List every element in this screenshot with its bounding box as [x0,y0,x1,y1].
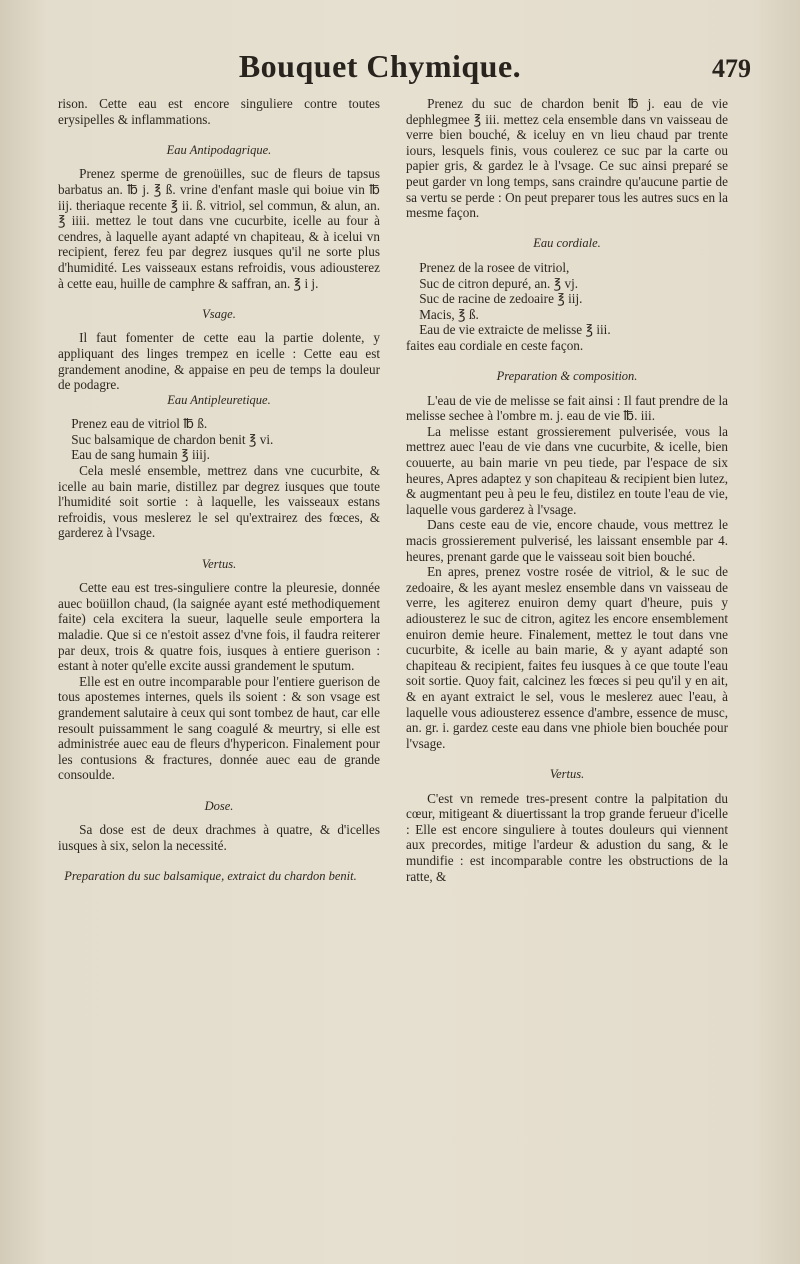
spacer [406,783,728,791]
running-head [0,48,800,94]
recipe-line: Prenez de la rosee de vitriol, [419,259,570,275]
spacer [406,252,728,260]
recipe-line: Suc de racine de zedoaire ℥ iij. [419,291,583,307]
recipe-line: Prenez eau de vitriol ℔ ß. [71,416,208,432]
paragraph: Cette eau est tres-singuliere contre la pleuresie, donnée auec boüillon chaud, (la saignée ayant esté methodiquement faite) cela excitera la sueur, laquelle seule emportera la maladie. Que si ce n'estoit assez d'vne fois, il faudra reiterer par deux, trois & quatre fois, iusques à entiere guerison : estant à noter qu'elle excite aussi grandement le sputum. [58,580,380,674]
recipe-line: Eau de vie extraicte de melisse ℥ iii. [419,322,611,338]
spacer [58,572,380,580]
paragraph: Sa dose est de deux drachmes à quatre, & d'icelles iusques à six, selon la necessité. [58,822,380,853]
paragraph: La melisse estant grossierement pulverisée, vous la mettrez auec l'eau de vie dans vne cucurbite, & icelle, bien couuerte, au bain marie vn peu tiede, par l'espace de six heures, Apres adaptez y son chapiteau & recipient bien lutez, & augmentant peu à peu le feu, distilez en toute l'eau de vie, laquelle vous garderez à l'vsage. [406,423,728,517]
spacer [58,814,380,822]
spacer [58,783,380,799]
section-heading: Preparation & composition. [496,369,638,384]
section-heading: Vertus. [549,766,585,781]
section-heading: Vertus. [201,556,237,571]
recipe-line: Macis, ℥ ß. [419,306,479,322]
section-heading: Preparation du suc balsamique, extraict du chardon benit. [64,868,357,883]
page-number: 479 [712,54,751,83]
right-column [406,96,728,884]
paragraph: Elle est en outre incomparable pour l'entiere guerison de tous apostemes internes, quels ils soient : & son vsage est grandement salutaire à ceux qui sont tombez de haut, car elle resoult puissamment le sang coagulé & meurtry, si elle est administrée auec eau de fleurs d'hypericon. Finalement pour les contusions & fractures, donnée auec eau de grande consoulde. [58,673,380,783]
spacer [406,354,728,370]
section-heading: Eau Antipodagrique. [166,142,272,157]
paragraph: C'est vn remede tres-present contre la palpitation du cœur, mitigeant & diuertissant la trop grande ferueur d'icelle : Elle est encore singuliere à toutes douleurs qui viennent aux precordes, mitige l'ardeur & adustion du sang, & le mundifie : est incomparable contre les obstructions de la ratte, & [406,790,728,884]
spacer [58,853,380,869]
recipe-line: Eau de sang humain ℥ iiij. [71,447,210,463]
recipe-line: Suc de citron depuré, an. ℥ vj. [419,275,579,291]
spacer [406,221,728,237]
left-column [58,96,380,885]
spacer [58,158,380,166]
paragraph: Prenez du suc de chardon benit ℔ j. eau de vie dephlegmee ℥ iii. mettez cela ensemble dans vn vaisseau de verre bien bouché, & iceluy en vn lieu chaud par trente iours, lesquels finis, vous coulerez ce suc par la carte ou papier gris, & gardez le à l'vsage. Ce suc ainsi preparé se peut garder vn long temps, sans craindre qu'aucune partie de sa vertu se perde : On peut preparer tous les autres sucs en la mesme façon. [406,96,728,221]
spacer [58,291,380,307]
section-heading: Eau Antipleuretique. [167,392,271,407]
section-heading: Eau cordiale. [533,236,601,251]
spacer [58,408,380,416]
spacer [58,127,380,143]
spacer [406,751,728,767]
running-title: Bouquet Chymique. [238,48,522,84]
recipe-line: Suc balsamique de chardon benit ℥ vi. [71,431,274,447]
paragraph: Dans ceste eau de vie, encore chaude, vous mettrez le macis grossierement pulverisé, les laissant ensemble par 4. heures, prenant garde que le vaisseau soit bien bouché. [406,517,728,564]
spacer [58,322,380,330]
section-heading: Vsage. [202,306,236,321]
paragraph: Prenez sperme de grenoüilles, suc de fleurs de tapsus barbatus an. ℔ j. ℥ ß. vrine d'enfant masle qui boiue vin ℔ iij. theriaque recente ℥ ii. ß. vitriol, sel commun, & alun, an. ℥ iiii. mettez le tout dans vne cucurbite, icelle au four à cendres, à laquelle ayant adapté vn chapiteau, & à icelui vn recipient, ferez feu par degrez iusques qu'il ne sorte plus d'humidité. Les vaisseaux estans refroidis, vous adiousterez à cette eau, huille de camphre & saffran, an. ℥ i j. [58,166,380,291]
spacer [406,385,728,393]
paragraph: L'eau de vie de melisse se fait ainsi : Il faut prendre de la melisse sechee à l'ombre m. j. eau de vie ℔. iii. [406,392,728,424]
paragraph: Il faut fomenter de cette eau la partie dolente, y appliquant des linges trempez en icelle : Cette eau est grandement anodine, & appaise en peu de temps la douleur de podagre. [58,330,380,393]
paragraph: faites eau cordiale en ceste façon. [406,337,584,353]
paragraph: En apres, prenez vostre rosée de vitriol, & le suc de zedoaire, & les ayant meslez ensemble dans vn vaisseau de verre, les agiterez enuiron demy quart d'heure, puis y adiousterez le suc de citron, agitez les encore ensemblement enuiron demie heure. Finalement, mettez le tout dans vne cucurbite, & icelle au bain marie, & y ayant adapté son chapiteau & recipient, faites feu iusques à ce que toute l'eau soit sortie. Quoy fait, calcinez les fœces si peu qu'il y en ait, & en ayant extraict le sel, vous le meslerez auec l'eau, à laquelle vous adiousterez essence d'ambre, essence de musc, an. gr. i. gardez ceste eau dans vne phiole bien bouchée pour l'vsage. [406,564,728,751]
paragraph: rison. Cette eau est encore singuliere contre toutes erysipelles & inflammations. [58,96,380,127]
paragraph: Cela meslé ensemble, mettrez dans vne cucurbite, & icelle au bain marie, distillez par degrez iusques que toute l'humidité soit sortie : à laquelle, les vaisseaux estans refroidis, vous meslerez le sel qu'extrairez des fœces, & garderez à l'vsage. [58,463,380,541]
spacer [58,541,380,557]
section-heading: Dose. [204,798,234,813]
